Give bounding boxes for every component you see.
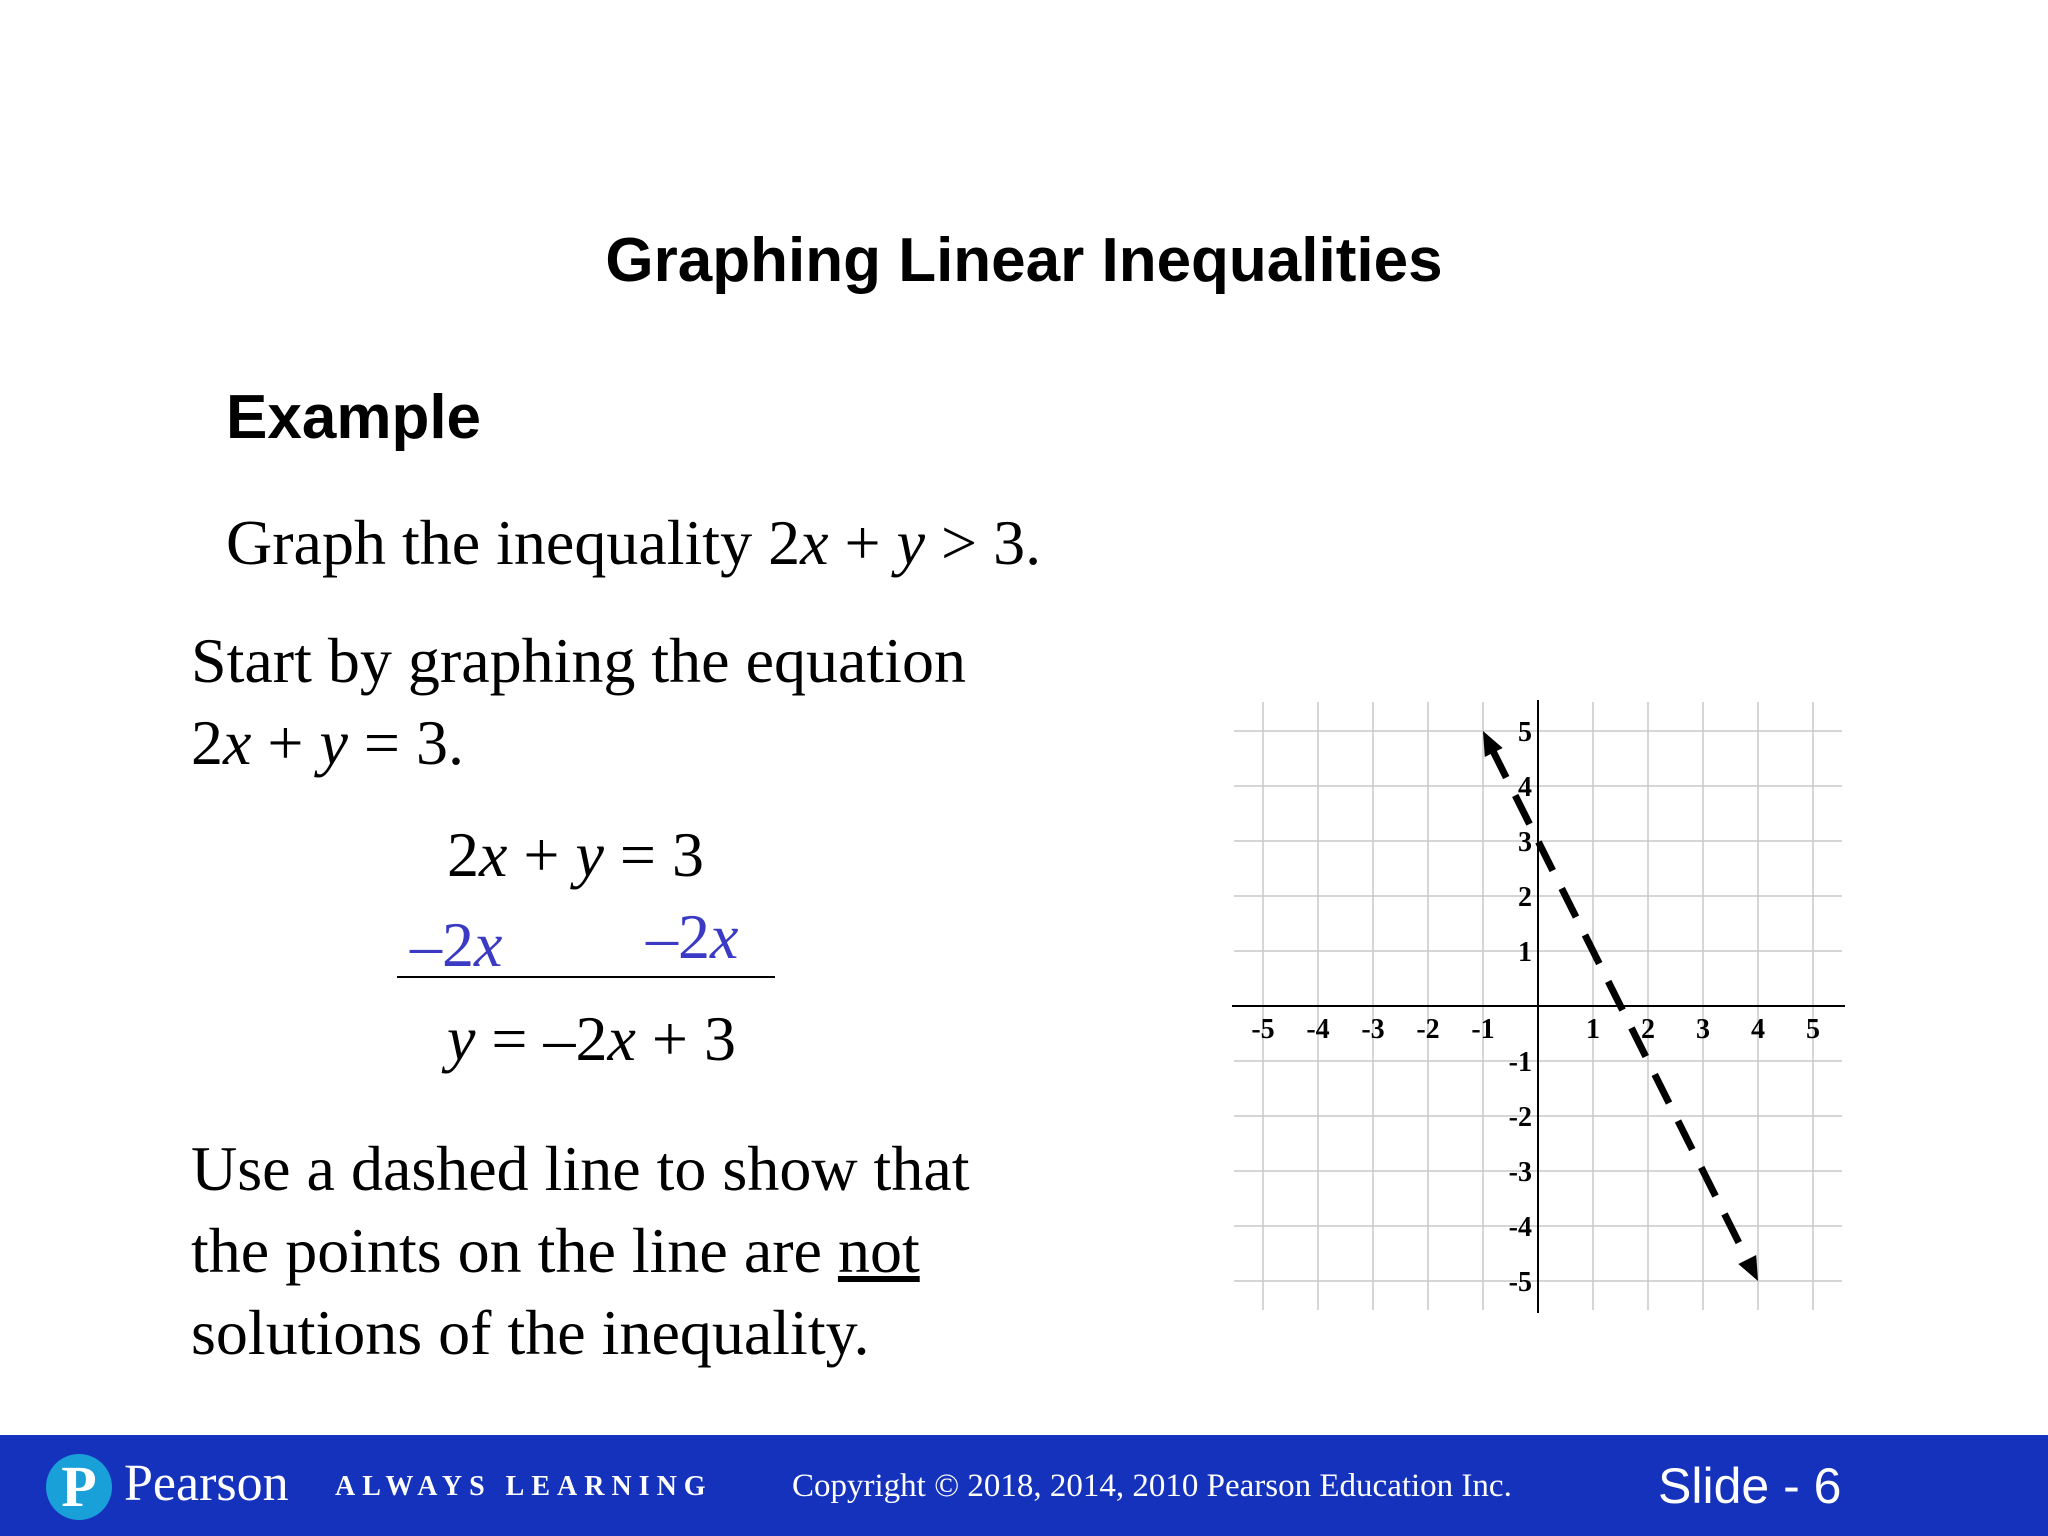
- note-line-1: Use a dashed line to show that: [191, 1133, 970, 1204]
- x-tick-label: 3: [1696, 1014, 1710, 1045]
- eq1-rest: = 3: [603, 819, 704, 890]
- y-tick-label: 1: [1518, 937, 1532, 968]
- sub-left-x: x: [474, 909, 503, 980]
- x-tick-label: -2: [1416, 1014, 1440, 1045]
- start-instruction: [191, 620, 966, 784]
- tick-labels: [1251, 717, 1820, 1298]
- eq3-rest: + 3: [635, 1003, 736, 1074]
- pearson-logo-text: Pearson: [124, 1455, 289, 1512]
- eq1-y: y: [575, 819, 604, 890]
- sub-left-text: –2: [410, 909, 474, 980]
- y-tick-label: 2: [1518, 882, 1532, 913]
- example-heading: Example: [226, 383, 482, 452]
- note-line-2: [191, 1210, 970, 1292]
- x-tick-label: -5: [1251, 1014, 1275, 1045]
- note-line-3: solutions of the inequality.: [191, 1297, 870, 1368]
- coordinate-graph: [1230, 698, 1850, 1318]
- x-tick-label: 1: [1586, 1014, 1600, 1045]
- start-coef: 2: [191, 707, 223, 778]
- equation-step-result: [447, 1002, 736, 1076]
- slide-number: Slide - 6: [1658, 1458, 1842, 1514]
- arrowhead-end: [1738, 1255, 1758, 1281]
- eq1-coef: 2: [447, 819, 479, 890]
- equation-step-1: [447, 818, 704, 892]
- x-tick-label: 2: [1641, 1014, 1655, 1045]
- eq1-x: x: [479, 819, 508, 890]
- eq1-plus: +: [507, 819, 576, 890]
- note-underlined-word: not: [837, 1215, 920, 1286]
- problem-plus: +: [828, 507, 897, 578]
- eq3-eq: = –2: [475, 1003, 608, 1074]
- eq3-y: y: [447, 1003, 476, 1074]
- x-tick-label: -1: [1471, 1014, 1495, 1045]
- problem-y: y: [896, 507, 925, 578]
- sub-right-x: x: [710, 901, 739, 972]
- start-rest: = 3.: [347, 707, 464, 778]
- problem-relation: > 3.: [924, 507, 1042, 578]
- note-line-2-prefix: the points on the line are: [191, 1215, 838, 1286]
- pearson-logo-icon: P: [46, 1454, 112, 1520]
- sum-rule-line: [397, 976, 775, 978]
- start-plus: +: [251, 707, 320, 778]
- subtract-right: [646, 900, 738, 974]
- start-line-2: [191, 702, 966, 784]
- axes: [1232, 700, 1845, 1313]
- y-tick-label: 5: [1518, 717, 1532, 748]
- y-tick-label: 3: [1518, 827, 1532, 858]
- sub-right-text: –2: [646, 901, 710, 972]
- problem-statement: [226, 502, 1041, 584]
- x-tick-label: 5: [1806, 1014, 1820, 1045]
- start-y: y: [319, 707, 348, 778]
- tagline: ALWAYS LEARNING: [335, 1471, 713, 1502]
- footer-bar: [0, 1435, 2048, 1536]
- start-line-1: Start by graphing the equation: [191, 625, 966, 696]
- copyright: Copyright © 2018, 2014, 2010 Pearson Education Inc.: [792, 1468, 1512, 1504]
- y-tick-label: -1: [1508, 1047, 1532, 1078]
- x-tick-label: -3: [1361, 1014, 1385, 1045]
- problem-coef: 2: [768, 507, 801, 578]
- y-tick-label: -5: [1508, 1267, 1532, 1298]
- x-tick-label: -4: [1306, 1014, 1330, 1045]
- dashed-line-note: [191, 1128, 970, 1374]
- problem-x: x: [800, 507, 829, 578]
- y-tick-label: -4: [1508, 1212, 1532, 1243]
- y-tick-label: -2: [1508, 1102, 1532, 1133]
- slide-title: Graphing Linear Inequalities: [605, 226, 1443, 295]
- problem-prefix: Graph the inequality: [226, 507, 769, 578]
- start-x: x: [223, 707, 252, 778]
- x-tick-label: 4: [1751, 1014, 1765, 1045]
- y-tick-label: -3: [1508, 1157, 1532, 1188]
- subtract-left: [410, 908, 502, 982]
- y-tick-label: 4: [1518, 772, 1532, 803]
- eq3-x: x: [607, 1003, 636, 1074]
